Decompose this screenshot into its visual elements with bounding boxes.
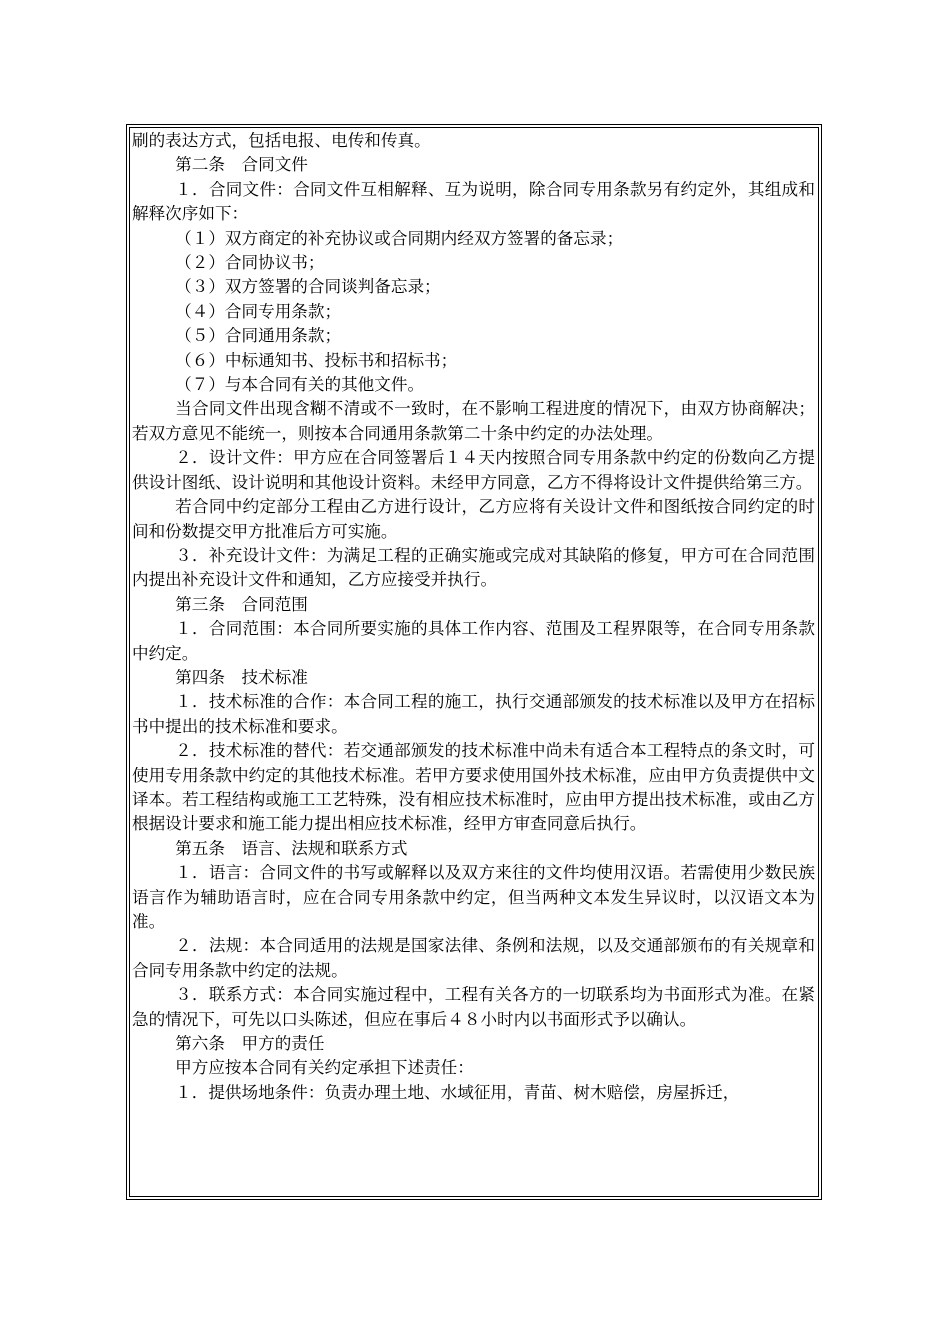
paragraph: ２．法规：本合同适用的法规是国家法律、条例和法规，以及交通部颁布的有关规章和合同专用条款中约定的法规。	[132, 936, 815, 980]
paragraph: １．技术标准的合作：本合同工程的施工，执行交通部颁发的技术标准以及甲方在招标书中提出的技术标准和要求。	[132, 692, 815, 736]
paragraph: ３．补充设计文件：为满足工程的正确实施或完成对其缺陷的修复，甲方可在合同范围内提出补充设计文件和通知，乙方应接受并执行。	[132, 545, 815, 590]
paragraph: １．提供场地条件：负责办理土地、水域征用，青苗、树木赔偿，房屋拆迁，	[175, 1082, 740, 1102]
paragraph: １．合同范围：本合同所要实施的具体工作内容、范围及工程界限等，在合同专用条款中约定。	[132, 619, 815, 663]
paragraph: ２．技术标准的替代：若交通部颁发的技术标准中尚未有适合本工程特点的条文时，可使用专用条款中约定的其他技术标准。若甲方要求使用国外技术标准，应由甲方负责提供中文译本。若工程结构或施工工艺特殊，没有相应技术标准时，应由甲方提出技术标准，或由乙方根据设计要求和施工能力提出相应技术标准，经甲方审查同意后执行。	[132, 741, 815, 834]
paragraph: （６）中标通知书、投标书和招标书；	[175, 350, 458, 370]
paragraph: １．语言：合同文件的书写或解释以及双方来往的文件均使用汉语。若需使用少数民族语言作为辅助语言时，应在合同专用条款中约定，但当两种文本发生异议时，以汉语文本为准。	[132, 863, 815, 931]
paragraph: （２）合同协议书；	[175, 253, 325, 273]
document-frame	[126, 124, 822, 1200]
paragraph: （５）合同通用条款；	[175, 326, 342, 346]
paragraph: （７）与本合同有关的其他文件。	[175, 375, 425, 395]
paragraph: （４）合同专用条款；	[175, 301, 342, 321]
article-heading: 第四条 技术标准	[175, 667, 308, 687]
article-heading: 第五条 语言、法规和联系方式	[175, 838, 408, 858]
paragraph: （３）双方签署的合同谈判备忘录；	[175, 277, 441, 297]
article-heading: 第三条 合同范围	[175, 594, 308, 614]
contract-text	[132, 129, 815, 1105]
paragraph: 当合同文件出现含糊不清或不一致时，在不影响工程进度的情况下，由双方协商解决；若双方意见不能统一，则按本合同通用条款第二十条中约定的办法处理。	[132, 399, 815, 443]
paragraph: 若合同中约定部分工程由乙方进行设计，乙方应将有关设计文件和图纸按合同约定的时间和份数提交甲方批准后方可实施。	[132, 497, 815, 541]
paragraph: ２．设计文件：甲方应在合同签署后１４天内按照合同专用条款中约定的份数向乙方提供设计图纸、设计说明和其他设计资料。未经甲方同意，乙方不得将设计文件提供给第三方。	[132, 448, 815, 492]
paragraph: 刷的表达方式，包括电报、电传和传真。	[132, 131, 431, 150]
paragraph: （１）双方商定的补充协议或合同期内经双方签署的备忘录；	[175, 228, 624, 248]
article-heading: 第六条 甲方的责任	[175, 1034, 325, 1054]
document-inner-frame	[129, 127, 819, 1197]
paragraph: １．合同文件：合同文件互相解释、互为说明，除合同专用条款另有约定外，其组成和解释次序如下：	[132, 179, 815, 224]
paragraph: 甲方应按本合同有关约定承担下述责任：	[175, 1058, 474, 1078]
article-heading: 第二条 合同文件	[175, 155, 308, 175]
paragraph: ３．联系方式：本合同实施过程中，工程有关各方的一切联系均为书面形式为准。在紧急的情况下，可先以口头陈述，但应在事后４８小时内以书面形式予以确认。	[132, 985, 815, 1029]
